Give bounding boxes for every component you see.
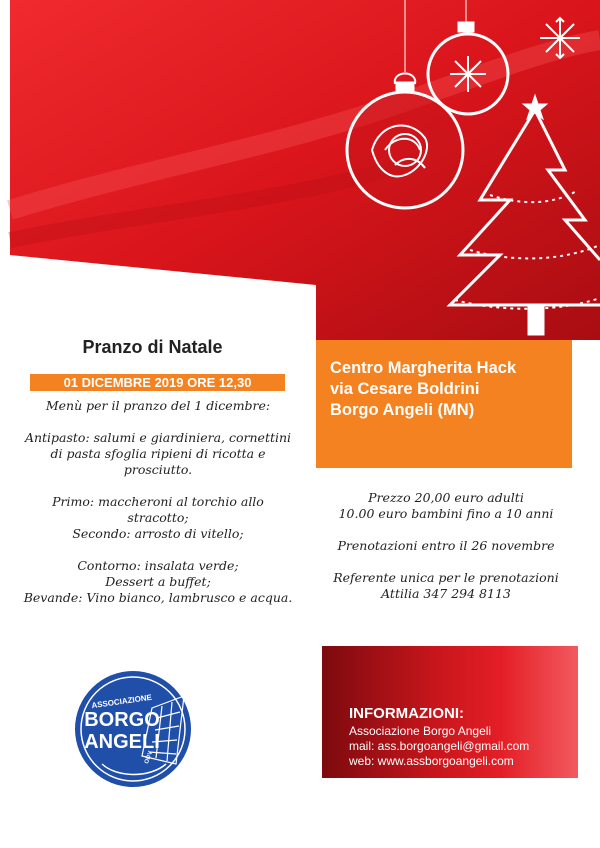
booking-deadline: Prenotazioni entro il 26 novembre bbox=[337, 538, 555, 553]
contact-label: Referente unica per le prenotazioni bbox=[333, 570, 559, 585]
menu-antipasto-line3: prosciutto. bbox=[123, 462, 193, 477]
logo-text-borgo: BORGO bbox=[84, 709, 160, 731]
logo-text-association: ASSOCIAZIONE bbox=[90, 692, 153, 711]
venue-line3: Borgo Angeli (MN) bbox=[330, 401, 475, 419]
menu-antipasto bbox=[22, 430, 294, 478]
contact-phone: Attilia 347 294 8113 bbox=[381, 586, 511, 601]
event-title: Pranzo di Natale bbox=[82, 337, 223, 357]
menu-intro: Menù per il pranzo del 1 dicembre: bbox=[45, 398, 271, 413]
info-organization: Associazione Borgo Angeli bbox=[349, 724, 492, 738]
price-children: 10.00 euro bambini fino a 10 anni bbox=[338, 506, 554, 521]
info-website: web: www.assborgoangeli.com bbox=[349, 754, 514, 768]
logo-text-angeli: ANGELI bbox=[84, 731, 160, 753]
price-group bbox=[322, 490, 570, 522]
venue-line1: Centro Margherita Hack bbox=[330, 359, 517, 377]
menu-antipasto-line2: di pasta sfoglia ripieni di ricotta e bbox=[50, 446, 266, 461]
christmas-banner bbox=[0, 0, 600, 340]
venue-address bbox=[330, 358, 516, 421]
menu-section bbox=[22, 398, 294, 622]
event-date: 01 DICEMBRE 2019 ORE 12,30 bbox=[30, 374, 285, 391]
price-adults: Prezzo 20,00 euro adulti bbox=[368, 490, 524, 505]
menu-antipasto-line1: Antipasto: salumi e giardiniera, cornettini bbox=[24, 430, 292, 445]
menu-primo-secondo bbox=[22, 494, 294, 542]
menu-bevande: Bevande: Vino bianco, lambrusco e acqua. bbox=[23, 590, 293, 605]
contact-group bbox=[322, 570, 570, 602]
menu-contorno: Contorno: insalata verde; bbox=[77, 558, 239, 573]
logo-text-odv: ODV bbox=[144, 750, 155, 765]
red-background bbox=[10, 0, 600, 340]
prices-section bbox=[322, 490, 570, 618]
snowflake-icon bbox=[540, 18, 580, 58]
menu-dessert: Dessert a buffet; bbox=[105, 574, 211, 589]
menu-secondo: Secondo: arrosto di vitello; bbox=[72, 526, 244, 541]
info-email: mail: ass.borgoangeli@gmail.com bbox=[349, 739, 530, 753]
association-logo bbox=[72, 668, 194, 790]
menu-contorno-bevande bbox=[22, 558, 294, 606]
info-title: INFORMAZIONI: bbox=[349, 705, 464, 722]
venue-line2: via Cesare Boldrini bbox=[330, 380, 480, 398]
menu-primo-line2: stracotto; bbox=[127, 510, 189, 525]
menu-primo-line1: Primo: maccheroni al torchio allo bbox=[52, 494, 264, 509]
